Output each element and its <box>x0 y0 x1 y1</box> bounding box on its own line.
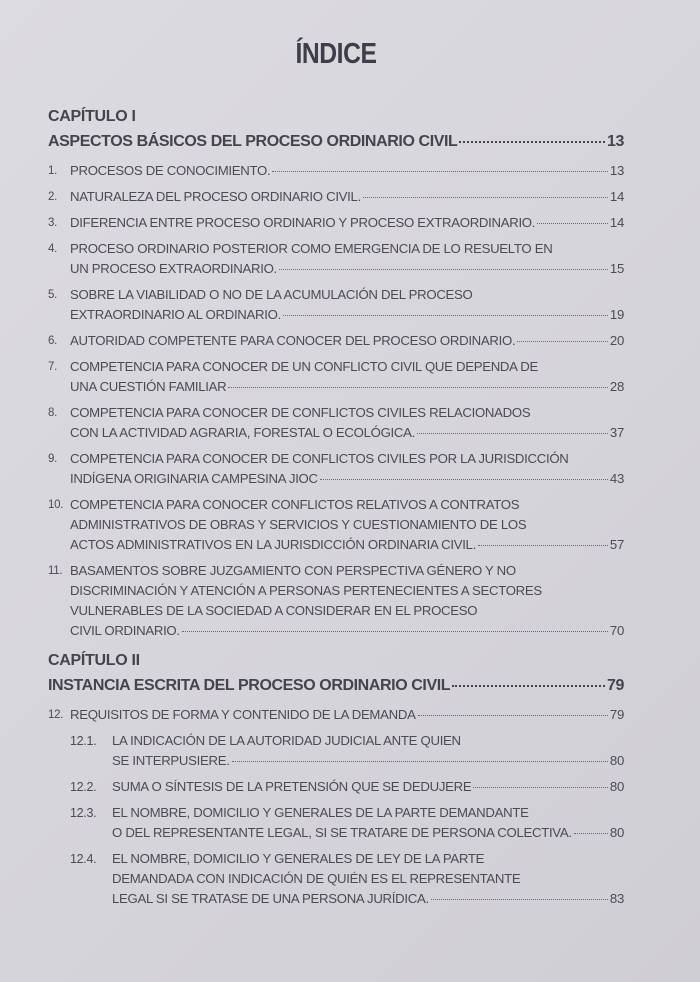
chapter-label: CAPÍTULO I <box>48 108 136 125</box>
entry-line: DEMANDADA CON INDICACIÓN DE QUIÉN ES EL REPRESENTANTE <box>112 871 521 886</box>
page-number: 43 <box>609 471 624 486</box>
entry-body <box>70 495 624 555</box>
page-number: 79 <box>607 677 624 694</box>
entry-body <box>70 187 624 207</box>
entry-line: PROCESO ORDINARIO POSTERIOR COMO EMERGENCIA DE LO RESUELTO EN <box>70 241 553 256</box>
dot-leader <box>574 833 608 834</box>
dot-leader <box>272 171 608 172</box>
page-number: 70 <box>609 623 624 638</box>
page-number: 20 <box>609 333 624 348</box>
entry-line: LA INDICACIÓN DE LA AUTORIDAD JUDICIAL ANTE QUIEN <box>112 733 461 748</box>
entry-text: EXTRAORDINARIO AL ORDINARIO. <box>70 307 281 322</box>
entry-number: 5. <box>48 289 57 301</box>
entry-line <box>70 377 624 397</box>
entry-body <box>70 331 624 351</box>
entry-line: SOBRE LA VIABILIDAD O NO DE LA ACUMULACIÓN DEL PROCESO <box>70 287 473 302</box>
dot-leader <box>228 387 608 388</box>
toc-entry <box>70 731 624 771</box>
toc-entry <box>48 705 624 725</box>
dot-leader <box>232 761 608 762</box>
toc-entry <box>48 161 624 181</box>
entry-text: LEGAL SI SE TRATASE DE UNA PERSONA JURÍDICA. <box>112 891 429 906</box>
entry-number: 2. <box>48 191 57 203</box>
dot-leader <box>418 715 608 716</box>
entry-line: ADMINISTRATIVOS DE OBRAS Y SERVICIOS Y CUESTIONAMIENTO DE LOS <box>70 517 527 532</box>
entry-line: COMPETENCIA PARA CONOCER CONFLICTOS RELATIVOS A CONTRATOS <box>70 497 520 512</box>
dot-leader <box>537 223 608 224</box>
entry-line: EL NOMBRE, DOMICILIO Y GENERALES DE LEY DE LA PARTE <box>112 851 485 866</box>
page-number: 13 <box>609 163 624 178</box>
entry-body <box>112 849 624 909</box>
dot-leader <box>459 141 605 143</box>
entry-number: 12.2. <box>70 780 97 794</box>
chapter-heading <box>48 673 624 699</box>
entry-number: 4. <box>48 243 57 255</box>
entry-body <box>70 239 624 279</box>
entry-number: 6. <box>48 335 57 347</box>
entry-text: REQUISITOS DE FORMA Y CONTENIDO DE LA DEMANDA <box>70 707 416 722</box>
entry-text: AUTORIDAD COMPETENTE PARA CONOCER DEL PROCESO ORDINARIO. <box>70 333 516 348</box>
entry-body <box>70 161 624 181</box>
entry-number: 12.4. <box>70 852 97 866</box>
entry-line <box>70 187 624 207</box>
entry-line: COMPETENCIA PARA CONOCER DE CONFLICTOS CIVILES POR LA JURISDICCIÓN <box>70 451 569 466</box>
entry-text: CIVIL ORDINARIO. <box>70 623 180 638</box>
entry-number: 12.3. <box>70 806 97 820</box>
entry-body <box>70 213 624 233</box>
entry-number: 3. <box>48 217 57 229</box>
entry-number: 12. <box>48 709 64 721</box>
dot-leader <box>517 341 608 342</box>
entry-body <box>112 777 624 797</box>
toc-entry <box>48 403 624 443</box>
page-number: 80 <box>609 779 624 794</box>
entry-body <box>112 731 624 771</box>
entry-text: UNA CUESTIÓN FAMILIAR <box>70 379 227 394</box>
chapter-block <box>48 105 624 155</box>
entry-line <box>70 705 624 725</box>
toc-entry <box>48 561 624 641</box>
entry-number: 1. <box>48 165 57 177</box>
entry-body <box>70 561 624 641</box>
entry-number: 8. <box>48 407 57 419</box>
entry-line <box>70 535 624 555</box>
toc-entry <box>48 495 624 555</box>
entry-line <box>70 423 624 443</box>
entry-line <box>70 469 624 489</box>
page-number: 37 <box>609 425 624 440</box>
entry-body <box>70 705 624 725</box>
page-number: 14 <box>609 215 624 230</box>
page-number: 15 <box>609 261 624 276</box>
entry-line <box>70 305 624 325</box>
page-number: 13 <box>607 133 624 150</box>
entry-line: VULNERABLES DE LA SOCIEDAD A CONSIDERAR EN EL PROCESO <box>70 603 478 618</box>
entry-line: BASAMENTOS SOBRE JUZGAMIENTO CON PERSPECTIVA GÉNERO Y NO <box>70 563 516 578</box>
dot-leader <box>478 545 608 546</box>
entry-text: ACTOS ADMINISTRATIVOS EN LA JURISDICCIÓN ORDINARIA CIVIL. <box>70 537 476 552</box>
chapter-heading <box>48 129 624 155</box>
entry-line <box>70 161 624 181</box>
entry-number: 10. <box>48 499 64 511</box>
entry-body <box>70 285 624 325</box>
entry-line <box>70 259 624 279</box>
page-number: 83 <box>609 891 624 906</box>
dot-leader <box>473 787 608 788</box>
entry-body <box>70 357 624 397</box>
toc-entry <box>48 239 624 279</box>
entry-text: PROCESOS DE CONOCIMIENTO. <box>70 163 271 178</box>
dot-leader <box>431 899 608 900</box>
entry-text: SUMA O SÍNTESIS DE LA PRETENSIÓN QUE SE DEDUJERE <box>112 779 472 794</box>
dot-leader <box>417 433 608 434</box>
dot-leader <box>182 631 608 632</box>
toc-entry <box>48 357 624 397</box>
entry-text: INDÍGENA ORIGINARIA CAMPESINA JIOC <box>70 471 318 486</box>
toc-entry <box>70 849 624 909</box>
entry-line <box>70 331 624 351</box>
entry-number: 11. <box>48 565 63 577</box>
dot-leader <box>363 197 608 198</box>
toc-entry <box>48 449 624 489</box>
toc-entry <box>48 187 624 207</box>
entry-line <box>112 777 624 797</box>
dot-leader <box>283 315 608 316</box>
entry-number: 9. <box>48 453 57 465</box>
chapter-label: CAPÍTULO II <box>48 652 140 669</box>
entry-text: SE INTERPUSIERE. <box>112 753 230 768</box>
chapter-heading-text: ASPECTOS BÁSICOS DEL PROCESO ORDINARIO CIVIL <box>48 133 458 150</box>
entry-text: CON LA ACTIVIDAD AGRARIA, FORESTAL O ECOLÓGICA. <box>70 425 415 440</box>
page-number: 14 <box>609 189 624 204</box>
entry-line <box>112 751 624 771</box>
entry-line: EL NOMBRE, DOMICILIO Y GENERALES DE LA PARTE DEMANDANTE <box>112 805 529 820</box>
entry-text: UN PROCESO EXTRAORDINARIO. <box>70 261 277 276</box>
entry-line: DISCRIMINACIÓN Y ATENCIÓN A PERSONAS PERTENECIENTES A SECTORES <box>70 583 542 598</box>
dot-leader <box>279 269 608 270</box>
entry-body <box>70 403 624 443</box>
page-number: 80 <box>609 753 624 768</box>
page-title: ÍNDICE <box>295 38 377 70</box>
toc-entry <box>48 285 624 325</box>
page-number: 19 <box>609 307 624 322</box>
entry-line: COMPETENCIA PARA CONOCER DE CONFLICTOS CIVILES RELACIONADOS <box>70 405 531 420</box>
entry-line <box>70 213 624 233</box>
dot-leader <box>320 479 608 480</box>
entry-text: O DEL REPRESENTANTE LEGAL, SI SE TRATARE DE PERSONA COLECTIVA. <box>112 825 572 840</box>
page-number: 28 <box>609 379 624 394</box>
entry-body <box>112 803 624 843</box>
chapter-block <box>48 649 624 699</box>
entry-body <box>70 449 624 489</box>
page-number: 57 <box>609 537 624 552</box>
page-number: 79 <box>609 707 624 722</box>
toc-entry <box>70 803 624 843</box>
entry-text: DIFERENCIA ENTRE PROCESO ORDINARIO Y PROCESO EXTRAORDINARIO. <box>70 215 536 230</box>
entry-line: COMPETENCIA PARA CONOCER DE UN CONFLICTO CIVIL QUE DEPENDA DE <box>70 359 539 374</box>
toc-entry <box>48 213 624 233</box>
toc-entry <box>70 777 624 797</box>
page-number: 80 <box>609 825 624 840</box>
entry-line <box>112 889 624 909</box>
entry-line <box>112 823 624 843</box>
entry-line <box>70 621 624 641</box>
chapter-heading-text: INSTANCIA ESCRITA DEL PROCESO ORDINARIO CIVIL <box>48 677 451 694</box>
entry-text: NATURALEZA DEL PROCESO ORDINARIO CIVIL. <box>70 189 361 204</box>
table-of-contents <box>48 105 624 909</box>
dot-leader <box>452 685 605 687</box>
toc-entry <box>48 331 624 351</box>
entry-number: 7. <box>48 361 57 373</box>
entry-number: 12.1. <box>70 734 97 748</box>
